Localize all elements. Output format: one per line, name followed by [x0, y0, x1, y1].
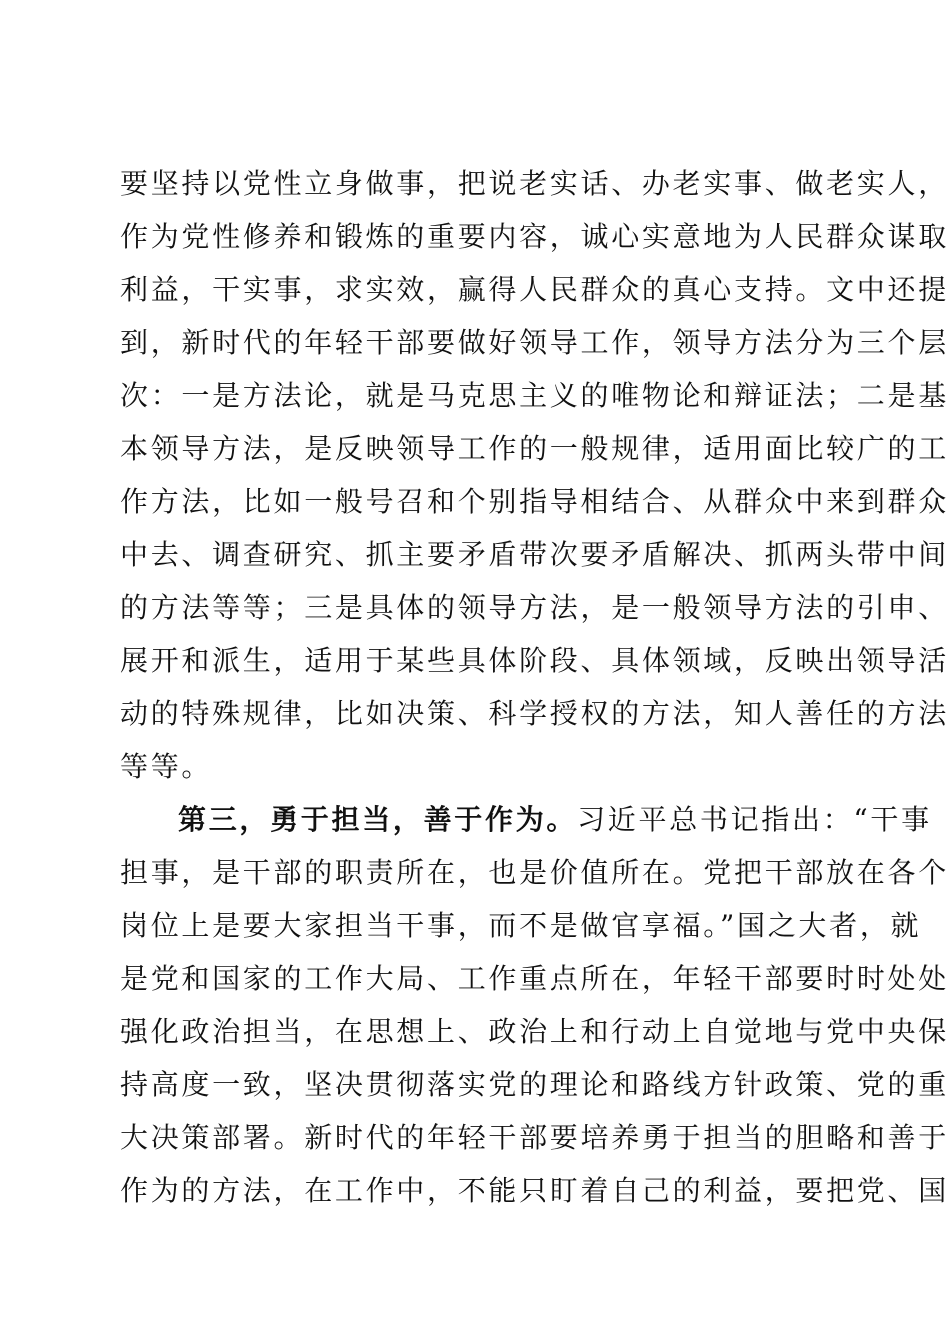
- body-text-line: 本领导方法，是反映领导工作的一般规律，适用面比较广的工: [120, 432, 949, 465]
- body-text-line: 动的特殊规律，比如决策、科学授权的方法，知人善任的方法: [120, 697, 949, 730]
- section-3-heading: 第三，勇于担当，善于作为。: [178, 803, 578, 836]
- body-text-line: 持高度一致，坚决贯彻落实党的理论和路线方针政策、党的重: [120, 1068, 949, 1101]
- body-text-line: 担事，是干部的职责所在，也是价值所在。党把干部放在各个: [120, 856, 949, 889]
- body-text-line: 展开和派生，适用于某些具体阶段、具体领域，反映出领导活: [120, 644, 949, 677]
- body-text-line: 利益，干实事，求实效，赢得人民群众的真心支持。文中还提: [120, 273, 949, 306]
- body-text-line: 大决策部署。新时代的年轻干部要培养勇于担当的胆略和善于: [120, 1121, 949, 1154]
- body-text-line: 作为党性修养和锻炼的重要内容，诚心实意地为人民群众谋取: [120, 220, 949, 253]
- body-text-line: 强化政治担当，在思想上、政治上和行动上自觉地与党中央保: [120, 1015, 949, 1048]
- body-text-line: 作为的方法，在工作中，不能只盯着自己的利益，要把党、国: [120, 1174, 949, 1207]
- body-text-line: 要坚持以党性立身做事，把说老实话、办老实事、做老实人，: [120, 167, 949, 200]
- body-text-line: 中去、调查研究、抓主要矛盾带次要矛盾解决、抓两头带中间: [120, 538, 949, 571]
- body-text-line: 岗位上是要大家担当干事，而不是做官享福。”国之大者，就: [120, 909, 922, 942]
- body-text-line: 的方法等等；三是具体的领导方法，是一般领导方法的引申、: [120, 591, 949, 624]
- body-text-line: 是党和国家的工作大局、工作重点所在，年轻干部要时时处处: [120, 962, 949, 995]
- body-text-line: 次：一是方法论，就是马克思主义的唯物论和辩证法；二是基: [120, 379, 949, 412]
- section-3-first-line-text: 习近平总书记指出：“干事: [577, 803, 932, 836]
- section-3-first-line: [178, 800, 932, 840]
- body-text-line: 作方法，比如一般号召和个别指导相结合、从群众中来到群众: [120, 485, 949, 518]
- body-text-line: 等等。: [120, 750, 213, 783]
- body-text-line: 到，新时代的年轻干部要做好领导工作，领导方法分为三个层: [120, 326, 949, 359]
